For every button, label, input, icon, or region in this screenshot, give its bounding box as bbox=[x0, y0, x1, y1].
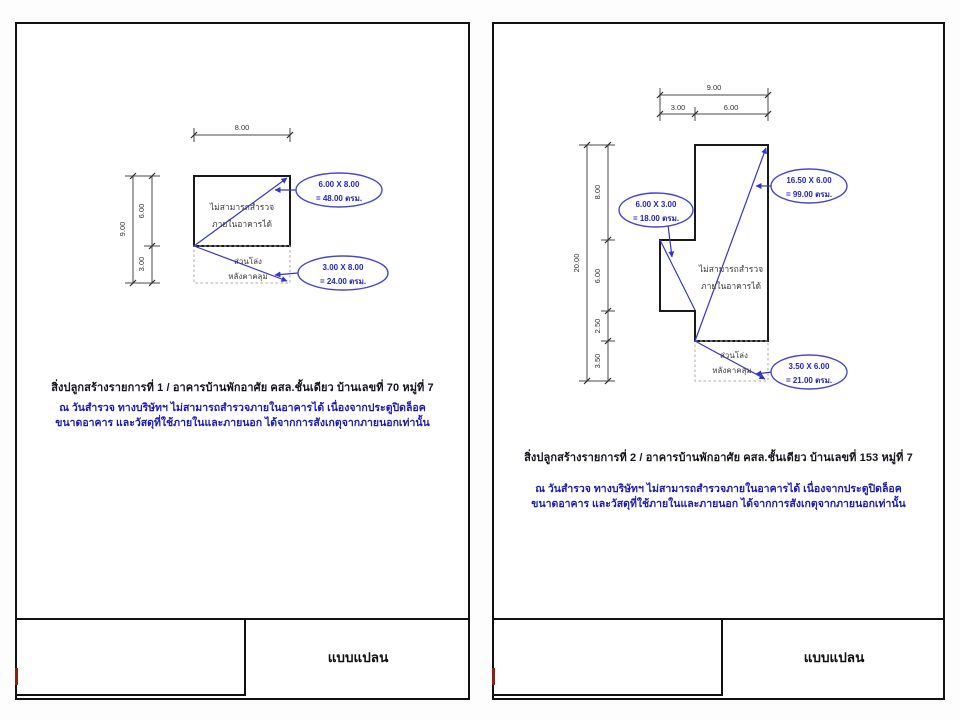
callout-size: 3.00 X 8.00 bbox=[322, 263, 364, 272]
callout-oval-1 bbox=[771, 169, 847, 203]
callout-size: 3.50 X 6.00 bbox=[788, 362, 830, 371]
survey-note-line2: ขนาดอาคาร และวัสดุที่ใช้ภายในและภายนอก ได้จากการสังเกตุจากภายนอกเท่านั้น bbox=[55, 417, 430, 429]
callout-size: 6.00 X 8.00 bbox=[318, 180, 360, 189]
titleblock-empty-box bbox=[15, 618, 246, 696]
callout-size: 6.00 X 3.00 bbox=[635, 200, 677, 209]
scan-artifact bbox=[492, 668, 495, 685]
dim-top-b-label: 6.00 bbox=[723, 103, 739, 112]
callout-size: 16.50 X 6.00 bbox=[786, 176, 832, 185]
callout-area: = 24.00 ตรม. bbox=[319, 277, 367, 286]
callout-area: = 21.00 ตรม. bbox=[785, 376, 833, 385]
open-area-label: หลังคาคลุม bbox=[228, 272, 268, 281]
dimension-left bbox=[118, 173, 160, 286]
survey-note-line1: ณ วันสำรวจ ทางบริษัทฯ ไม่สามารถสำรวจภายในอาคารได้ เนื่องจากประตูปิดล็อค bbox=[535, 483, 902, 495]
callout-oval-2 bbox=[619, 193, 693, 227]
building-label: ไม่สามารถสำรวจ bbox=[209, 202, 275, 212]
item-caption: สิ่งปลูกสร้างรายการที่ 2 / อาคารบ้านพักอาศัย คสล.ชั้นเดียว บ้านเลขที่ 153 หมู่ที่ 7 bbox=[524, 452, 913, 464]
page-2 bbox=[492, 22, 945, 700]
callout-leader-3 bbox=[756, 372, 772, 374]
survey-note bbox=[17, 401, 468, 431]
titleblock-label: แบบแปลน bbox=[803, 650, 865, 665]
callout-oval-2 bbox=[298, 256, 388, 290]
callout-area: = 48.00 ตรม. bbox=[315, 194, 363, 203]
open-area-label: ส่วนโล่ง bbox=[234, 257, 262, 266]
dimension-top bbox=[657, 83, 771, 121]
building-label: ไม่สามารถสำรวจ bbox=[698, 264, 764, 274]
dim-seg3-label: 2.50 bbox=[593, 318, 602, 334]
callout-oval-3 bbox=[771, 355, 847, 389]
callout-oval-1 bbox=[296, 173, 382, 207]
titleblock-label: แบบแปลน bbox=[327, 650, 389, 665]
dim-seg2-label: 6.00 bbox=[593, 268, 602, 284]
page-1 bbox=[15, 22, 470, 700]
survey-note-line1: ณ วันสำรวจ ทางบริษัทฯ ไม่สามารถสำรวจภายในอาคารได้ เนื่องจากประตูปิดล็อค bbox=[59, 402, 426, 414]
dim-top-label: 8.00 bbox=[234, 123, 250, 132]
building-label: ภายในอาคารได้ bbox=[211, 219, 273, 229]
survey-note-line2: ขนาดอาคาร และวัสดุที่ใช้ภายในและภายนอก ได้จากการสังเกตุจากภายนอกเท่านั้น bbox=[531, 498, 906, 510]
dim-left-total-label: 9.00 bbox=[118, 221, 127, 237]
callout-area: = 99.00 ตรม. bbox=[785, 190, 833, 199]
dim-top-a-label: 3.00 bbox=[670, 103, 686, 112]
building-outline bbox=[660, 145, 768, 341]
dim-left-total-label: 20.00 bbox=[572, 253, 581, 273]
building-label: ภายในอาคารได้ bbox=[700, 281, 762, 291]
open-area-label: หลังคาคลุม bbox=[712, 366, 752, 375]
titleblock-empty-box bbox=[492, 618, 723, 696]
dimension-left bbox=[572, 142, 615, 384]
dim-left-upper-label: 6.00 bbox=[137, 203, 146, 219]
dimension-top bbox=[191, 123, 293, 142]
open-area-label: ส่วนโล่ง bbox=[720, 351, 748, 360]
dim-top-total-label: 9.00 bbox=[706, 83, 722, 92]
callout-area: = 18.00 ตรม. bbox=[632, 214, 680, 223]
plan-drawing-2 bbox=[494, 24, 943, 614]
plan-drawing-1 bbox=[17, 24, 468, 614]
callout-leader-2 bbox=[275, 273, 298, 275]
dim-seg1-label: 8.00 bbox=[593, 184, 602, 200]
item-caption: สิ่งปลูกสร้างรายการที่ 1 / อาคารบ้านพักอาศัย คสล.ชั้นเดียว บ้านเลขที่ 70 หมู่ที่ 7 bbox=[51, 382, 434, 394]
dim-left-lower-label: 3.00 bbox=[137, 256, 146, 272]
scan-artifact bbox=[15, 668, 18, 685]
dim-seg4-label: 3.50 bbox=[593, 353, 602, 369]
survey-note bbox=[494, 482, 943, 512]
